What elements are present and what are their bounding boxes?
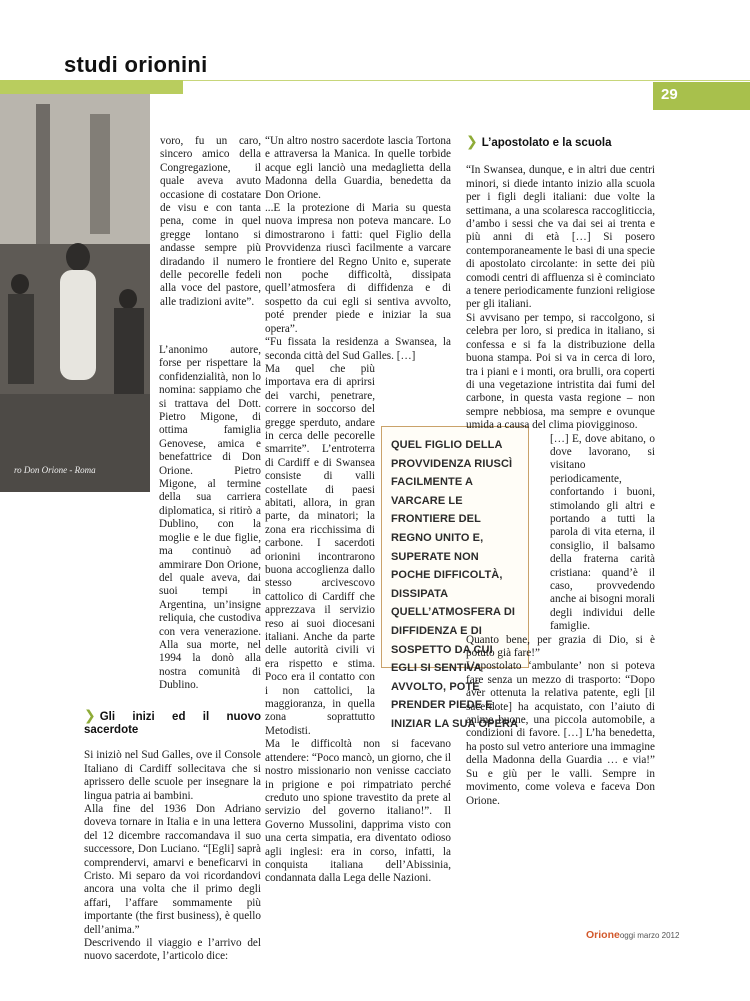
subheading-apostolato: ❯ L’apostolato e la scuola — [466, 133, 612, 149]
paragraph: Alla fine del 1936 Don Adriano doveva tornare in Italia e in una lettera del 12 dicembre raccomandava il suo successore, Don Luciano. “[Egli] saprà comprendervi, amarvi e beneficarvi in Cristo. Mi separo da voi ricordandovi ancora una volta che il primo degli affari, l’affare sommamente più importante (the first business), è quello dell’anima.” — [84, 803, 261, 936]
paragraph: “In Swansea, dunque, e in altri due centri minori, si diede intanto inizio alla scuola per i figli degli italiani: due volte la settimana, a una scolaresca raccogliticcia, d’ambo i sessi che va dai sei ai trenta e più anni di età […] Si posero contemporaneamente le basi di una specie di apostolato circolante: in sette dei più comodi centri di affluenza si è cominciato a tenere periodicamente funzioni religiose per gli italiani. — [466, 164, 655, 311]
paragraph: […] E, dove abitano, o dove lavorano, si visitano periodicamente, confortando i buoni, stimolando gli altri e portando a tutti la parola di vita eterna, il consiglio, il balsamo della fraterna carità cristiana: quand’è il caso, provvedendo anche ai bisogni morali degli individui delle famiglie. — [550, 432, 655, 633]
subheading-inizi: ❯ Gli inizi ed il nuovo sacerdote — [84, 706, 261, 736]
paragraph: Si avvisano per tempo, si raccolgono, si celebra per loro, si predica in italiano, si confessa e si fa la distribuzione della buona stampa. Poi si va in cerca di loro, tra i piani e i monti, ora brulli, ora coperti di una vegetazione intristita dai fumi del carbone, in questa vasta regione – non sempre nebbiosa, ma sempre e ovunque umida a causa del clima piovigginoso. — [466, 311, 655, 432]
paragraph: ...E la protezione di Maria su questa nuova impresa non poteva mancare. Lo dimostrarono i fatti: quel Figlio della Provvidenza riuscì facilmente a varcare le frontiere del Regno Unito e, superate non poche difficoltà, dissipata quell’atmosfera di diffidenza e di sospetto da cui egli si sentiva avvolto, poté prender piede e iniziar la sua opera”. — [265, 202, 451, 335]
column-1-upper — [160, 135, 261, 309]
chevron-right-icon: ❯ — [466, 133, 478, 149]
paragraph: Descrivendo il viaggio e l’arrivo del nuovo sacerdote, l’articolo dice: — [84, 937, 261, 963]
footer-date: marzo 2012 — [637, 931, 680, 940]
paragraph: Si iniziò nel Sud Galles, ove il Console Italiano di Cardiff sollecitava che si aprissero delle scuole per insegnare la lingua patria ai bambini. — [84, 749, 261, 802]
chevron-right-icon: ❯ — [84, 706, 96, 723]
paragraph: L’anonimo autore, forse per rispettare la confidenzialità, non lo nomina: sappiamo che si trattava del Dott. Pietro Migone, di ottima famiglia Genovese, amica e benefattrice di Don Orione. Pietro Migone, al termine della sua carriera diplomatica, si ritirò a Dublino, con la moglie e le due figlie, ma continuò ad ammirare Don Orione, del quale aveva, dai suoi tempi in Argentina, un’insigne reliquia, che custodiva con vera venerazione. Alla sua morte, nel 1994 la donò alla nostra comunità di Dublino. — [159, 344, 261, 692]
photo-caption: ro Don Orione - Roma — [14, 465, 96, 475]
section-title: studi orionini — [64, 52, 208, 77]
title-rule — [183, 80, 750, 81]
paragraph: L’apostolato ‘ambulante’ non si poteva fare senza un mezzo di trasporto: “Dopo aver ottenuta la relativa patente, egli [il sacerdote] ha acquistato, con l’aiuto di anime buone, una piccola automobile, a condizioni di favore. […] L’ha benedetta, ha posto sul vetro anteriore una immagine della Madonna della Guardia … e via!” Su e giù per le valli. Sempre in movimento, come voleva e faceva Don Orione. — [466, 660, 655, 807]
pull-quote-text: QUEL FIGLIO DELLA PROVVIDENZA RIUSCÌ FACILMENTE A VARCARE LE FRONTIERE DEL REGNO UNITO E, SUPERATE NON POCHE DIFFICOLTÀ, DISSIPATA QUELL’ATMOSFERA DI DIFFIDENZA E DI SOSPETTO DA CUI EGLI SI SENTIVA AVVOLTO, POTÉ PRENDER PIEDE E INIZIAR LA SUA OPERA — [391, 439, 519, 730]
column-1-lower — [84, 344, 261, 964]
paragraph: voro, fu un caro, sincero amico della Congregazione, il quale aveva avuto occasione di costatare de visu e con tanta pena, come in quel gregge lontano si andasse sempre più diradando il numero delle pecorelle fedeli alla voce del pastore, alle tradizioni avite”. — [160, 135, 261, 308]
title-accent-bar — [0, 80, 183, 94]
paragraph: Ma le difficoltà non si facevano attendere: “Poco mancò, un giorno, che il nostro missionario non venisse cacciato in prigione e poi rimpatriato perché creduto uno spione travestito da prete al servizio del governo italiano!”. Il Governo Mussolini, dapprima visto con una certa simpatia, era diventato odioso agli inglesi: era in corso, infatti, la conquista italiana dell’Abissinia, condannata dalla Lega delle Nazioni. — [265, 738, 451, 885]
footer — [586, 929, 679, 941]
column-3 — [466, 135, 655, 808]
paragraph: “Un altro nostro sacerdote lascia Tortona e attraversa la Manica. In quelle torbide acque egli lanciò una medaglietta della Madonna della Guardia, benedetta da Don Orione. — [265, 135, 451, 201]
footer-suffix: oggi — [619, 931, 635, 940]
paragraph: Ma quel che più importava era di aprirsi dei varchi, penetrare, correre in soccorso del gregge sperduto, andare in cerca delle pecorelle smarrite”. L’entroterra di Cardiff e di Swansea consiste di valli costellate di paesi abitati, allora, in gran parte, da minatori; la zona era ricchissima di carbone. I sacerdoti orionini incontrarono buona accoglienza dallo stesso arcivescovo cattolico di Cardiff che apprezzava il servizio reso ai suoi diocesani italiani. Anche da parte delle autorità civili vi era rispetto e stima. Poco era il contatto con i non cattolici, la maggioranza, in quella zona soprattutto Metodisti. — [265, 362, 375, 737]
paragraph: Quanto bene, per grazia di Dio, si è potuto già fare!” — [466, 633, 655, 660]
footer-brand: Orione — [586, 929, 620, 941]
page-number: 29 — [661, 86, 678, 103]
paragraph: “Fu fissata la residenza a Swansea, la seconda città del Sud Galles. […] — [265, 336, 451, 362]
